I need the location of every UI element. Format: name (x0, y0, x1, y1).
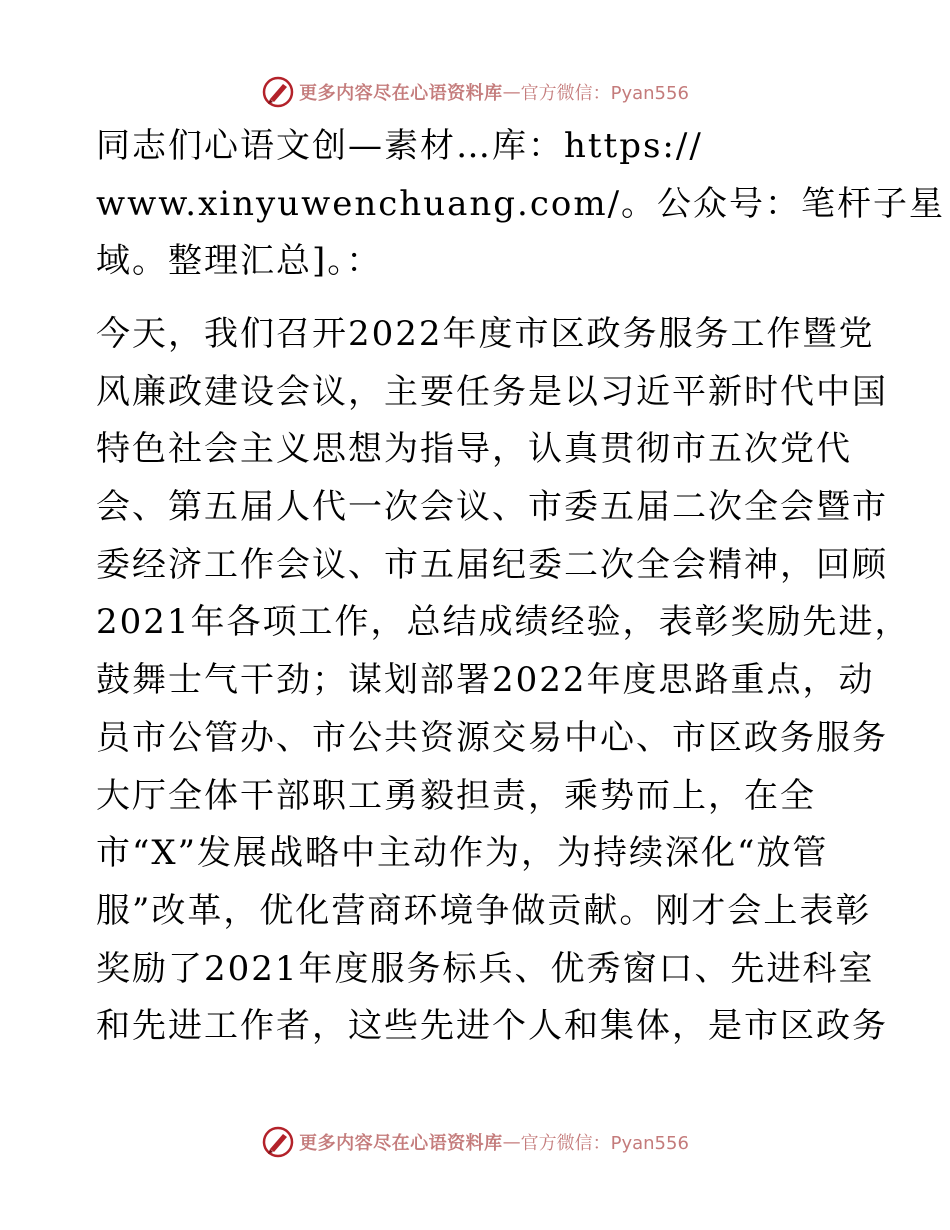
text-line: 同志们心语文创—素材…库：https:// (96, 126, 703, 166)
text-line: 市“X”发展战略中主动作为，为持续深化“放管 (96, 833, 829, 874)
pen-logo-icon (261, 1125, 295, 1159)
text-line: 域。整理汇总]。： (96, 241, 383, 282)
text-line: 2021年各项工作，总结成绩经验，表彰奖励先进， (96, 602, 911, 643)
paragraph-2 (96, 306, 911, 1056)
header-banner-wechat: 官方微信：Pyan556 (520, 83, 689, 104)
text-line: 今天，我们召开2022年度市区政务服务工作暨党 (96, 314, 875, 354)
text-line: 员市公管办、市公共资源交易中心、市区政务服务 (96, 717, 888, 758)
text-line: 奖励了2021年度服务标兵、优秀窗口、先进科室 (96, 948, 875, 989)
header-banner (0, 72, 950, 112)
paragraph-1 (96, 118, 946, 291)
header-banner-text: 更多内容尽在心语资料库 (299, 83, 503, 104)
text-line: 会、第五届人代一次会议、市委五届二次全会暨市 (96, 487, 888, 528)
pen-logo-icon (261, 75, 295, 109)
footer-banner-wechat: 官方微信：Pyan556 (520, 1133, 689, 1154)
text-line: 风廉政建设会议，主要任务是以习近平新时代中国 (96, 371, 888, 412)
footer-banner (0, 1122, 950, 1162)
header-banner-separator: — (502, 81, 521, 103)
footer-banner-separator: — (502, 1131, 521, 1153)
text-line: 鼓舞士气干劲；谋划部署2022年度思路重点，动 (96, 660, 875, 701)
text-line: www.xinyuwenchuang.com/。公众号：笔杆子星 (96, 183, 946, 224)
text-line: 委经济工作会议、市五届纪委二次全会精神，回顾 (96, 544, 888, 585)
text-line: 和先进工作者，这些先进个人和集体，是市区政务 (96, 1006, 888, 1047)
text-line: 大厅全体干部职工勇毅担责，乘势而上，在全 (96, 775, 816, 816)
text-line: 服”改革，优化营商环境争做贡献。刚才会上表彰 (96, 890, 872, 931)
text-line: 特色社会主义思想为指导，认真贯彻市五次党代 (96, 429, 852, 470)
footer-banner-text: 更多内容尽在心语资料库 (299, 1133, 503, 1154)
